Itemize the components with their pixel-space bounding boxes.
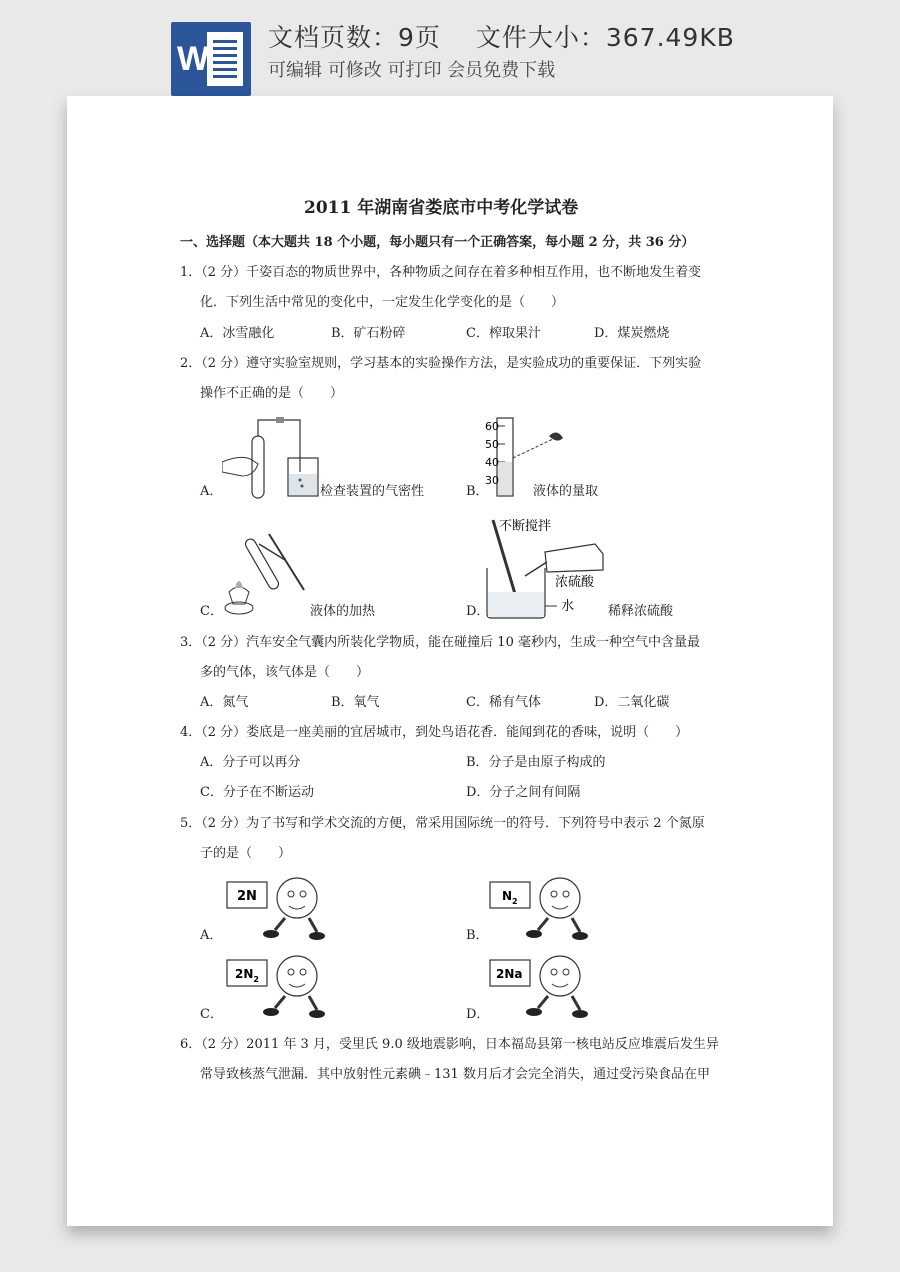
sign-a: 2N xyxy=(237,889,257,904)
q1-option-d: D．煤炭燃烧 xyxy=(594,326,670,341)
question-5-line-2: 子的是（ ） xyxy=(200,846,292,861)
airtightness-check-figure xyxy=(222,414,322,504)
label-stir: 不断搅拌 xyxy=(499,519,552,534)
file-info-header xyxy=(0,0,900,100)
file-features: 可编辑 可修改 可打印 会员免费下载 xyxy=(268,60,556,81)
q5-option-d-letter: D． xyxy=(466,1007,490,1022)
q1-option-b: B．矿石粉碎 xyxy=(331,326,406,341)
cylinder-tick-60: 60 xyxy=(485,420,499,433)
q3-option-d: D．二氧化碳 xyxy=(594,695,670,710)
dilute-sulfuric-acid-figure xyxy=(485,514,615,622)
q4-option-a: A．分子可以再分 xyxy=(200,755,301,770)
question-3-line-2: 多的气体，该气体是（ ） xyxy=(200,665,370,680)
file-stats: 文档页数：9页 文件大小：367.49KB xyxy=(268,23,735,52)
question-2-line-2: 操作不正确的是（ ） xyxy=(200,386,344,401)
q2-option-a-letter: A． xyxy=(200,484,223,499)
q3-option-c: C．稀有气体 xyxy=(466,695,541,710)
q5-option-b-letter: B． xyxy=(466,928,489,943)
question-4-line-1: 4．（2 分）娄底是一座美丽的宜居城市，到处鸟语花香．能闻到花的香味，说明（ ） xyxy=(180,725,689,740)
cylinder-tick-50: 50 xyxy=(485,438,499,451)
cartoon-N2-figure xyxy=(488,876,588,942)
q5-option-c-letter: C． xyxy=(200,1007,223,1022)
q1-option-c: C．榨取果汁 xyxy=(466,326,541,341)
q2-option-b-caption: 液体的量取 xyxy=(533,484,599,499)
label-water: 水 xyxy=(561,599,575,614)
q2-option-c-caption: 液体的加热 xyxy=(310,604,376,619)
question-5-line-1: 5．（2 分）为了书写和学术交流的方便，常采用国际统一的符号．下列符号中表示 2 个氮原 xyxy=(180,816,705,831)
q2-option-b-letter: B． xyxy=(466,484,489,499)
q2-option-c-letter: C． xyxy=(200,604,223,619)
sign-b: N xyxy=(502,889,513,903)
q4-option-c: C．分子在不断运动 xyxy=(200,785,314,800)
q3-option-a: A．氮气 xyxy=(200,695,249,710)
liquid-heating-figure xyxy=(219,530,319,618)
q2-option-d-caption: 稀释浓硫酸 xyxy=(608,604,674,619)
question-2-line-1: 2．（2 分）遵守实验室规则，学习基本的实验操作方法，是实验成功的重要保证．下列实验 xyxy=(180,356,702,371)
cartoon-2N-figure xyxy=(225,876,325,942)
sign-b-subscript: 2 xyxy=(512,897,518,906)
question-6-line-2: 常导致核蒸气泄漏．其中放射性元素碘﹣131 数月后才会完全消失，通过受污染食品在甲 xyxy=(200,1067,710,1082)
label-acid: 浓硫酸 xyxy=(555,575,595,590)
cylinder-tick-30: 30 xyxy=(485,474,499,487)
cylinder-tick-40: 40 xyxy=(485,456,499,469)
question-1-line-2: 化．下列生活中常见的变化中，一定发生化学变化的是（ ） xyxy=(200,295,565,310)
exam-title: 2011 年湖南省娄底市中考化学试卷 xyxy=(304,198,579,218)
q4-option-b: B．分子是由原子构成的 xyxy=(466,755,606,770)
question-6-line-1: 6．（2 分）2011 年 3 月，受里氏 9.0 级地震影响，日本福岛县第一核电站反应堆震后发生异 xyxy=(180,1037,719,1052)
q2-option-d-letter: D． xyxy=(466,604,490,619)
q2-option-a-caption: 检查装置的气密性 xyxy=(320,484,425,499)
word-icon-letter: W xyxy=(177,40,210,78)
sign-c-subscript: 2 xyxy=(253,975,259,984)
question-1-line-1: 1．（2 分）千姿百态的物质世界中，各种物质之间存在着多种相互作用，也不断地发生着变 xyxy=(180,265,702,280)
sign-d: 2Na xyxy=(496,967,523,981)
document-page xyxy=(67,96,833,1226)
q5-option-a-letter: A． xyxy=(200,928,223,943)
sign-c: 2N xyxy=(235,967,254,981)
question-3-line-1: 3．（2 分）汽车安全气囊内所装化学物质，能在碰撞后 10 毫秒内，生成一种空气中含量最 xyxy=(180,635,700,650)
cartoon-2N2-figure xyxy=(225,954,325,1020)
q4-option-d: D．分子之间有间隔 xyxy=(466,785,581,800)
word-document-icon xyxy=(171,22,251,96)
section-heading: 一、选择题（本大题共 18 个小题，每小题只有一个正确答案，每小题 2 分，共 36 分） xyxy=(180,235,695,250)
q1-option-a: A．冰雪融化 xyxy=(200,326,275,341)
cartoon-2Na-figure xyxy=(488,954,588,1020)
q3-option-b: B．氧气 xyxy=(331,695,380,710)
